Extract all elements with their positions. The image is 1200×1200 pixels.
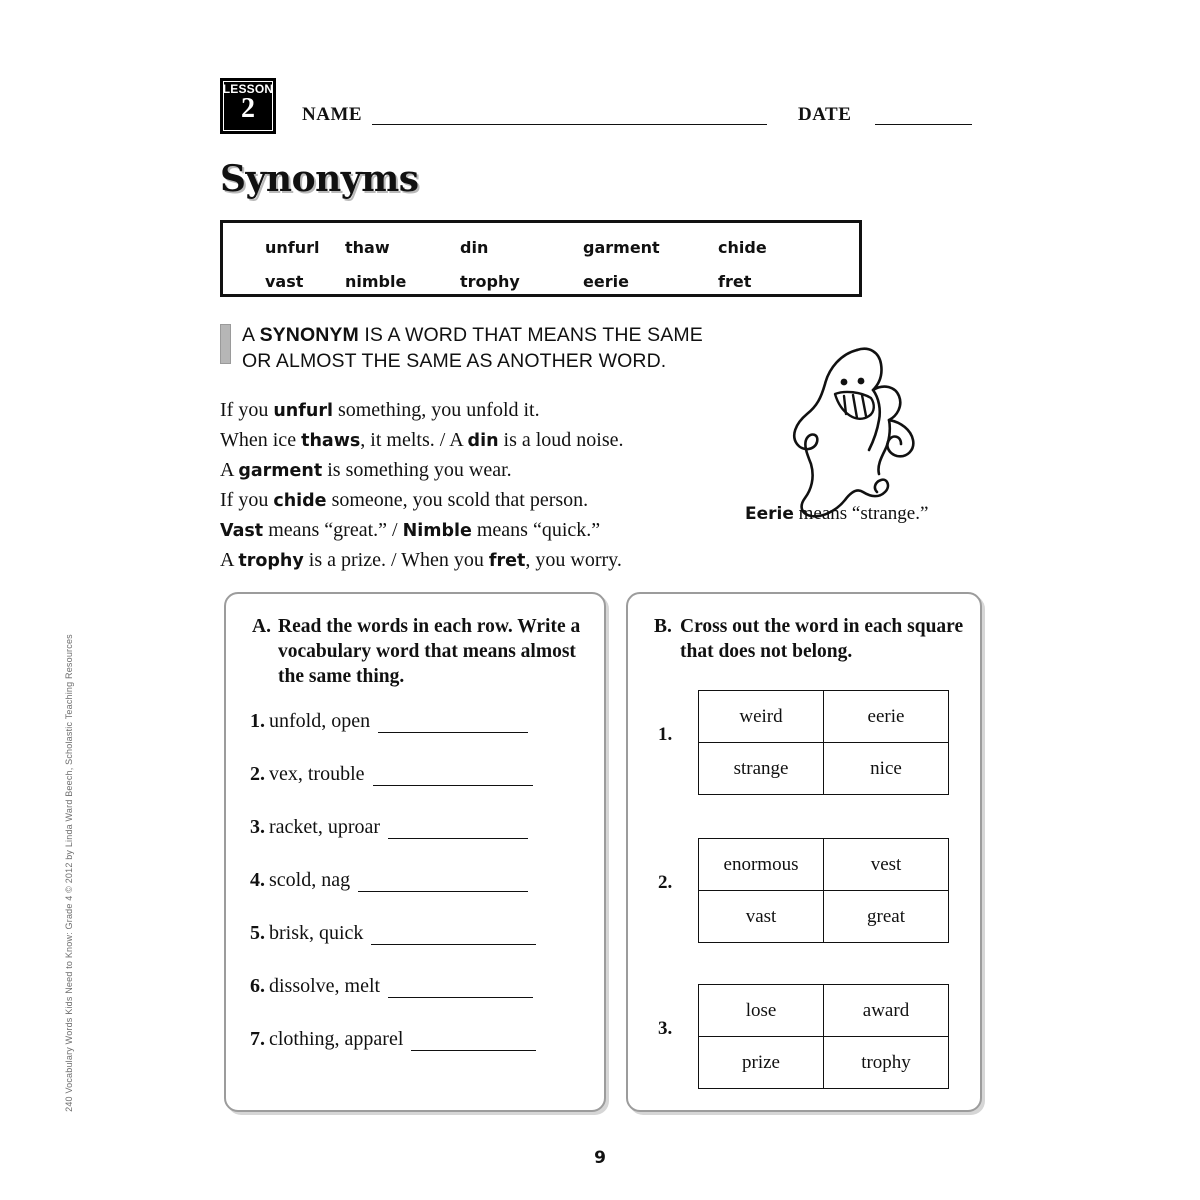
answer-blank[interactable] — [358, 874, 528, 892]
exercise-a-heading-text: Read the words in each row. Write a vocabulary word that means almost the same thing. — [278, 616, 581, 687]
word-square-cell[interactable]: trophy — [824, 1037, 949, 1089]
ghost-illustration — [745, 332, 975, 532]
word-square-cell[interactable]: lose — [699, 985, 824, 1037]
word-square-cell[interactable]: nice — [824, 743, 949, 795]
lesson-label: LESSON — [222, 82, 274, 96]
answer-blank[interactable] — [371, 927, 536, 945]
word-bank-word: unfurl — [265, 237, 320, 257]
exercise-b-group-number: 3. — [658, 1018, 673, 1039]
word-square-cell[interactable]: vest — [824, 839, 949, 891]
item-words: clothing, apparel — [269, 1028, 404, 1050]
caption-term: Eerie — [745, 504, 794, 524]
item-number: 5. — [250, 922, 265, 944]
answer-blank[interactable] — [388, 821, 528, 839]
word-square-row — [699, 743, 949, 795]
definition-block — [220, 322, 720, 374]
word-bank-word: chide — [718, 237, 767, 257]
word-bank — [220, 220, 862, 297]
exercise-a-item — [250, 816, 590, 869]
word-square-grid — [698, 690, 949, 795]
vocab-word: din — [467, 431, 499, 451]
example-text: is something you wear. — [322, 459, 512, 481]
answer-blank[interactable] — [411, 1033, 536, 1051]
lesson-badge — [220, 78, 276, 134]
example-text: someone, you scold that person. — [326, 489, 589, 511]
item-number: 4. — [250, 869, 265, 891]
exercise-a-item — [250, 922, 590, 975]
answer-blank[interactable] — [378, 715, 528, 733]
item-words: unfold, open — [269, 710, 371, 732]
exercise-b-group-number: 1. — [658, 724, 673, 745]
example-line — [220, 546, 720, 576]
example-text: When ice — [220, 429, 302, 451]
example-line — [220, 516, 720, 546]
exercise-a-item — [250, 1028, 590, 1081]
word-square-row — [699, 985, 949, 1037]
word-bank-word: fret — [718, 271, 752, 291]
vocab-word: garment — [238, 461, 323, 481]
example-text: is a loud noise. — [498, 429, 624, 451]
exercise-a-item — [250, 975, 590, 1028]
word-bank-row — [223, 264, 859, 298]
example-line — [220, 486, 720, 516]
word-square-cell[interactable]: award — [824, 985, 949, 1037]
exercise-b-letter: B. — [654, 616, 672, 637]
exercise-a-item — [250, 763, 590, 816]
example-line — [220, 426, 720, 456]
exercise-a-heading — [252, 614, 604, 689]
word-square-cell[interactable]: strange — [699, 743, 824, 795]
copyright-credit: 240 Vocabulary Words Kids Need to Know: Grade 4 © 2012 by Linda Ward Beech, Scholastic Teaching Resources — [64, 634, 74, 1112]
word-square-cell[interactable]: enormous — [699, 839, 824, 891]
word-bank-word: trophy — [460, 271, 520, 291]
example-line — [220, 396, 720, 426]
vocab-word: unfurl — [273, 401, 333, 421]
definition-line1-pre: A — [242, 324, 260, 346]
word-square-cell[interactable]: eerie — [824, 691, 949, 743]
word-square-row — [699, 1037, 949, 1089]
page-header — [220, 78, 972, 138]
example-text: is a prize. / When you — [303, 549, 489, 571]
word-bank-row — [223, 230, 859, 264]
name-label: NAME — [302, 104, 363, 125]
answer-blank[interactable] — [373, 768, 533, 786]
vocab-word: Nimble — [402, 521, 472, 541]
vocab-word: thaws — [301, 431, 361, 451]
exercise-a-items — [250, 710, 590, 1081]
caption-rest: means “strange.” — [793, 503, 929, 524]
item-words: brisk, quick — [269, 922, 364, 944]
vocab-word: Vast — [220, 521, 264, 541]
word-bank-word: eerie — [583, 271, 629, 291]
definition-line1-post: IS A WORD THAT MEANS THE SAME — [358, 324, 703, 346]
page-number: 9 — [594, 1148, 606, 1168]
word-square-row — [699, 691, 949, 743]
item-number: 3. — [250, 816, 265, 838]
exercise-a-item — [250, 869, 590, 922]
word-square-cell[interactable]: great — [824, 891, 949, 943]
exercise-b-heading — [654, 614, 980, 664]
item-number: 1. — [250, 710, 265, 732]
example-text: means “quick.” — [471, 519, 601, 541]
bullet-bar-icon — [220, 324, 231, 364]
definition-term: SYNONYM — [259, 324, 359, 346]
word-square-cell[interactable]: prize — [699, 1037, 824, 1089]
date-label: DATE — [798, 104, 852, 125]
example-line — [220, 456, 720, 486]
item-number: 6. — [250, 975, 265, 997]
example-sentences — [220, 396, 720, 576]
item-words: vex, trouble — [269, 763, 365, 785]
vocab-word: fret — [488, 551, 526, 571]
exercise-b-group-number: 2. — [658, 872, 673, 893]
item-words: dissolve, melt — [269, 975, 381, 997]
word-bank-word: nimble — [345, 271, 407, 291]
date-write-line[interactable] — [875, 124, 972, 125]
example-text: , it melts. / A — [360, 429, 468, 451]
example-text: If you — [220, 489, 274, 511]
word-bank-word: vast — [265, 271, 304, 291]
item-number: 7. — [250, 1028, 265, 1050]
example-text: If you — [220, 399, 274, 421]
word-square-grid — [698, 838, 949, 943]
page-title: Synonyms — [220, 158, 419, 200]
word-square-cell[interactable]: vast — [699, 891, 824, 943]
illustration-caption — [745, 503, 1005, 525]
lesson-number: 2 — [241, 93, 255, 124]
example-text: , you worry. — [525, 549, 622, 571]
example-text: A — [220, 549, 239, 571]
definition-line2: OR ALMOST THE SAME AS ANOTHER WORD. — [242, 350, 667, 372]
item-words: scold, nag — [269, 869, 351, 891]
example-text: something, you unfold it. — [332, 399, 540, 421]
word-square-grid — [698, 984, 949, 1089]
exercise-a-item — [250, 710, 590, 763]
word-bank-word: din — [460, 237, 489, 257]
word-square-cell[interactable]: weird — [699, 691, 824, 743]
word-bank-word: garment — [583, 237, 660, 257]
example-text: means “great.” / — [263, 519, 403, 541]
item-number: 2. — [250, 763, 265, 785]
item-words: racket, uproar — [269, 816, 381, 838]
word-bank-word: thaw — [345, 237, 390, 257]
exercise-b-heading-text: Cross out the word in each square that does not belong. — [680, 616, 964, 662]
vocab-word: chide — [273, 491, 327, 511]
vocab-word: trophy — [238, 551, 304, 571]
answer-blank[interactable] — [388, 980, 533, 998]
definition-text — [242, 322, 720, 374]
example-text: A — [220, 459, 239, 481]
word-square-row — [699, 839, 949, 891]
word-square-row — [699, 891, 949, 943]
exercise-a-letter: A. — [252, 616, 271, 637]
name-write-line[interactable] — [372, 124, 767, 125]
